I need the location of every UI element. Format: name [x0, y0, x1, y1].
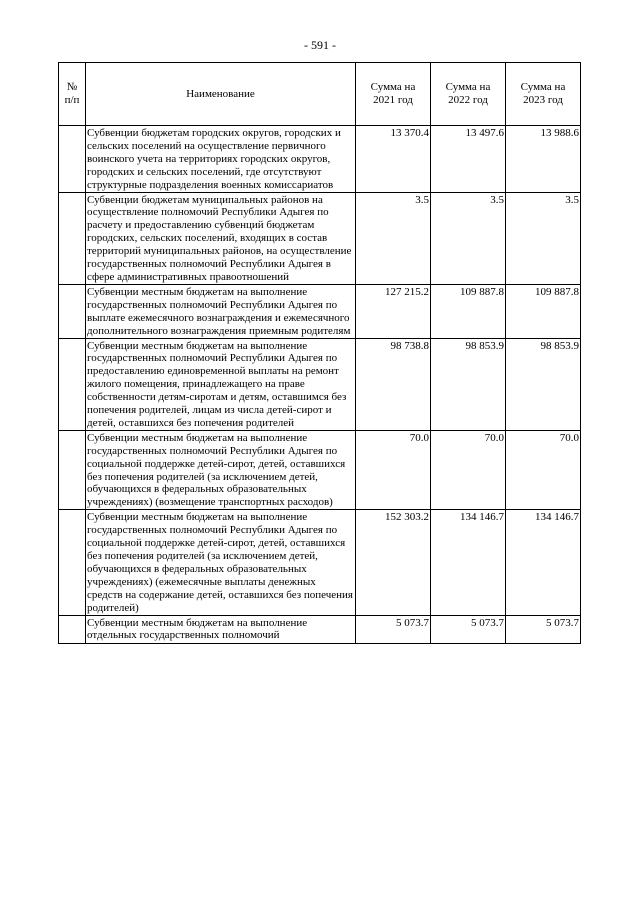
row-number — [59, 615, 86, 643]
row-sum-2022: 5 073.7 — [431, 615, 506, 643]
row-number — [59, 284, 86, 338]
row-name: Субвенции местным бюджетам на выполнение отдельных государственных полномочий — [86, 615, 356, 643]
row-sum-2021: 152 303.2 — [356, 510, 431, 615]
table-row — [59, 126, 581, 193]
header-sum-2021: Сумма на 2021 год — [356, 63, 431, 126]
row-name: Субвенции местным бюджетам на выполнение государственных полномочий Республики Адыгея по социальной поддержке детей-сирот, детей, оставшихся без попечения родителей (за исключением детей, обучающихся в федеральных образовательных учреждениях) (возмещение транспортных расходов) — [86, 430, 356, 509]
row-sum-2023: 5 073.7 — [506, 615, 581, 643]
row-sum-2023: 3.5 — [506, 192, 581, 284]
row-sum-2022: 70.0 — [431, 430, 506, 509]
row-sum-2021: 3.5 — [356, 192, 431, 284]
header-sum-2023: Сумма на 2023 год — [506, 63, 581, 126]
row-sum-2021: 127 215.2 — [356, 284, 431, 338]
row-sum-2023: 109 887.8 — [506, 284, 581, 338]
row-sum-2021: 5 073.7 — [356, 615, 431, 643]
table-row — [59, 192, 581, 284]
table-row — [59, 284, 581, 338]
header-sum-2022: Сумма на 2022 год — [431, 63, 506, 126]
row-sum-2022: 134 146.7 — [431, 510, 506, 615]
row-number — [59, 192, 86, 284]
row-sum-2022: 3.5 — [431, 192, 506, 284]
row-number — [59, 430, 86, 509]
row-name: Субвенции местным бюджетам на выполнение государственных полномочий Республики Адыгея по предоставлению единовременной выплаты на ремонт жилого помещения, принадлежащего на праве собственности детям-сиротам и детям, оставшимся без попечения родителей, лицам из числа детей-сирот и детей, оставшихся без попечения родителей — [86, 338, 356, 430]
row-sum-2021: 13 370.4 — [356, 126, 431, 193]
row-sum-2021: 70.0 — [356, 430, 431, 509]
row-name: Субвенции бюджетам городских округов, городских и сельских поселений на осуществление первичного воинского учета на территориях городских округов, городских и сельских поселений, где отсутствуют структурные подразделения военных комиссариатов — [86, 126, 356, 193]
row-number — [59, 338, 86, 430]
row-sum-2023: 13 988.6 — [506, 126, 581, 193]
row-sum-2022: 109 887.8 — [431, 284, 506, 338]
header-name: Наименование — [86, 63, 356, 126]
row-sum-2021: 98 738.8 — [356, 338, 431, 430]
header-number: № п/п — [59, 63, 86, 126]
row-sum-2022: 98 853.9 — [431, 338, 506, 430]
row-sum-2023: 70.0 — [506, 430, 581, 509]
budget-table — [58, 62, 581, 644]
row-sum-2022: 13 497.6 — [431, 126, 506, 193]
row-sum-2023: 134 146.7 — [506, 510, 581, 615]
row-name: Субвенции местным бюджетам на выполнение государственных полномочий Республики Адыгея по социальной поддержке детей-сирот, детей, оставшихся без попечения родителей (за исключением детей, обучающихся в федеральных образовательных учреждениях) (ежемесячные выплаты денежных средств на содержание детей, оставшихся без попечения родителей) — [86, 510, 356, 615]
row-number — [59, 510, 86, 615]
row-name: Субвенции местным бюджетам на выполнение государственных полномочий Республики Адыгея по выплате ежемесячного вознаграждения и ежемесячного дополнительного вознаграждения приемным родителям — [86, 284, 356, 338]
row-number — [59, 126, 86, 193]
table-row — [59, 338, 581, 430]
row-sum-2023: 98 853.9 — [506, 338, 581, 430]
table-row — [59, 615, 581, 643]
table-row — [59, 430, 581, 509]
page-number: - 591 - — [304, 38, 336, 52]
row-name: Субвенции бюджетам муниципальных районов на осуществление полномочий Республики Адыгея по расчету и предоставлению субвенций бюджетам городских, сельских поселений, входящих в состав территорий муниципальных районов, на осуществление государственных полномочий Республики Адыгея в сфере административных правоотношений — [86, 192, 356, 284]
table-header-row — [59, 63, 581, 126]
table-row — [59, 510, 581, 615]
